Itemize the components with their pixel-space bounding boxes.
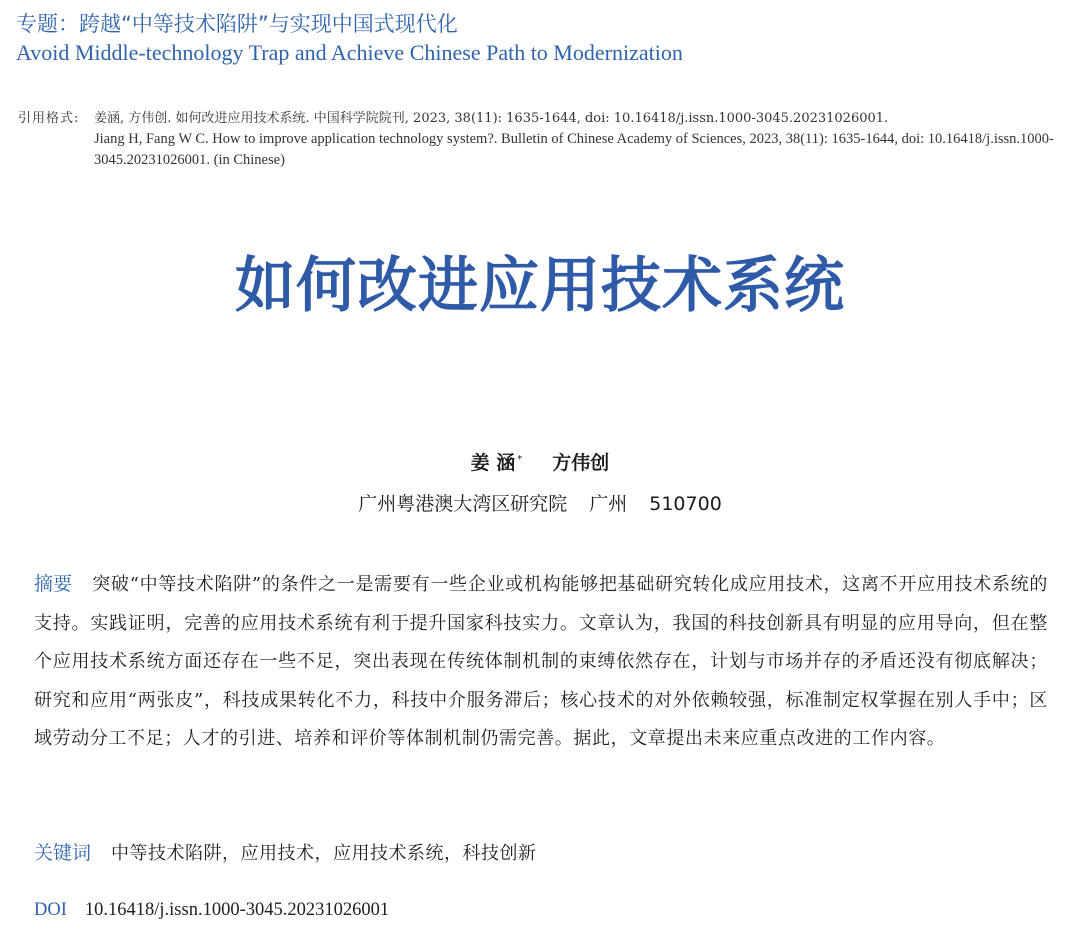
keywords-label: 关键词 bbox=[34, 842, 92, 864]
author-1 bbox=[471, 452, 523, 474]
author-name: 方伟创 bbox=[552, 452, 610, 475]
abstract-label: 摘要 bbox=[34, 573, 73, 595]
affiliation bbox=[0, 490, 1080, 518]
article-title: 如何改进应用技术系统 bbox=[235, 251, 845, 321]
author-2 bbox=[552, 452, 609, 474]
citation-cn: 姜涵, 方伟创. 如何改进应用技术系统. 中国科学院院刊, 2023, 38(11): 1635-1644, doi: 10.16418/j.issn.1000-3045.20231026001. bbox=[94, 111, 889, 126]
citation-label: 引用格式: bbox=[18, 111, 80, 126]
abstract bbox=[34, 565, 1048, 759]
abstract-text: 突破“中等技术陷阱”的条件之一是需要有一些企业或机构能够把基础研究转化成应用技术，这离不开应用技术系统的支持。实践证明，完善的应用技术系统有利于提升国家科技实力。文章认为，我国的科技创新具有明显的应用导向，但在整个应用技术系统方面还存在一些不足，突出表现在传统体制机制的束缚依然存在，计划与市场并存的矛盾还没有彻底解决；研究和应用“两张皮”，科技成果转化不力，科技中介服务滞后；核心技术的对外依赖较强，标准制定权掌握在别人手中；区域劳动分工不足；人才的引进、培养和评价等体制机制仍需完善。据此，文章提出未来应重点改进的工作内容。 bbox=[34, 574, 1048, 750]
author-name: 姜 涵 bbox=[470, 452, 516, 475]
doi-label: DOI bbox=[34, 900, 67, 920]
corresponding-author-mark: * bbox=[517, 454, 523, 465]
affiliation-city: 广州 bbox=[589, 493, 628, 515]
special-topic-header bbox=[16, 10, 1066, 68]
doi bbox=[34, 896, 1048, 924]
author-list bbox=[0, 446, 1080, 477]
doi-value[interactable]: 10.16418/j.issn.1000-3045.20231026001 bbox=[84, 900, 390, 920]
special-topic-title-en: Avoid Middle-technology Trap and Achieve Chinese Path to Modernization bbox=[16, 40, 683, 65]
affiliation-institution: 广州粤港澳大湾区研究院 bbox=[358, 493, 568, 515]
special-topic-title-cn: 专题：跨越“中等技术陷阱”与实现中国式现代化 bbox=[16, 12, 458, 36]
keywords-text: 中等技术陷阱，应用技术，应用技术系统，科技创新 bbox=[111, 843, 537, 864]
affiliation-postcode: 510700 bbox=[649, 493, 722, 515]
citation-block bbox=[18, 108, 1068, 171]
citation-en: Jiang H, Fang W C. How to improve application technology system?. Bulletin of Chinese Academy of Sciences, 2023, 38(11): 1635-1644, doi: 10.16418/j.issn.1000-3045.20231026001. (in Chinese) bbox=[94, 131, 1054, 168]
keywords bbox=[34, 838, 1048, 869]
